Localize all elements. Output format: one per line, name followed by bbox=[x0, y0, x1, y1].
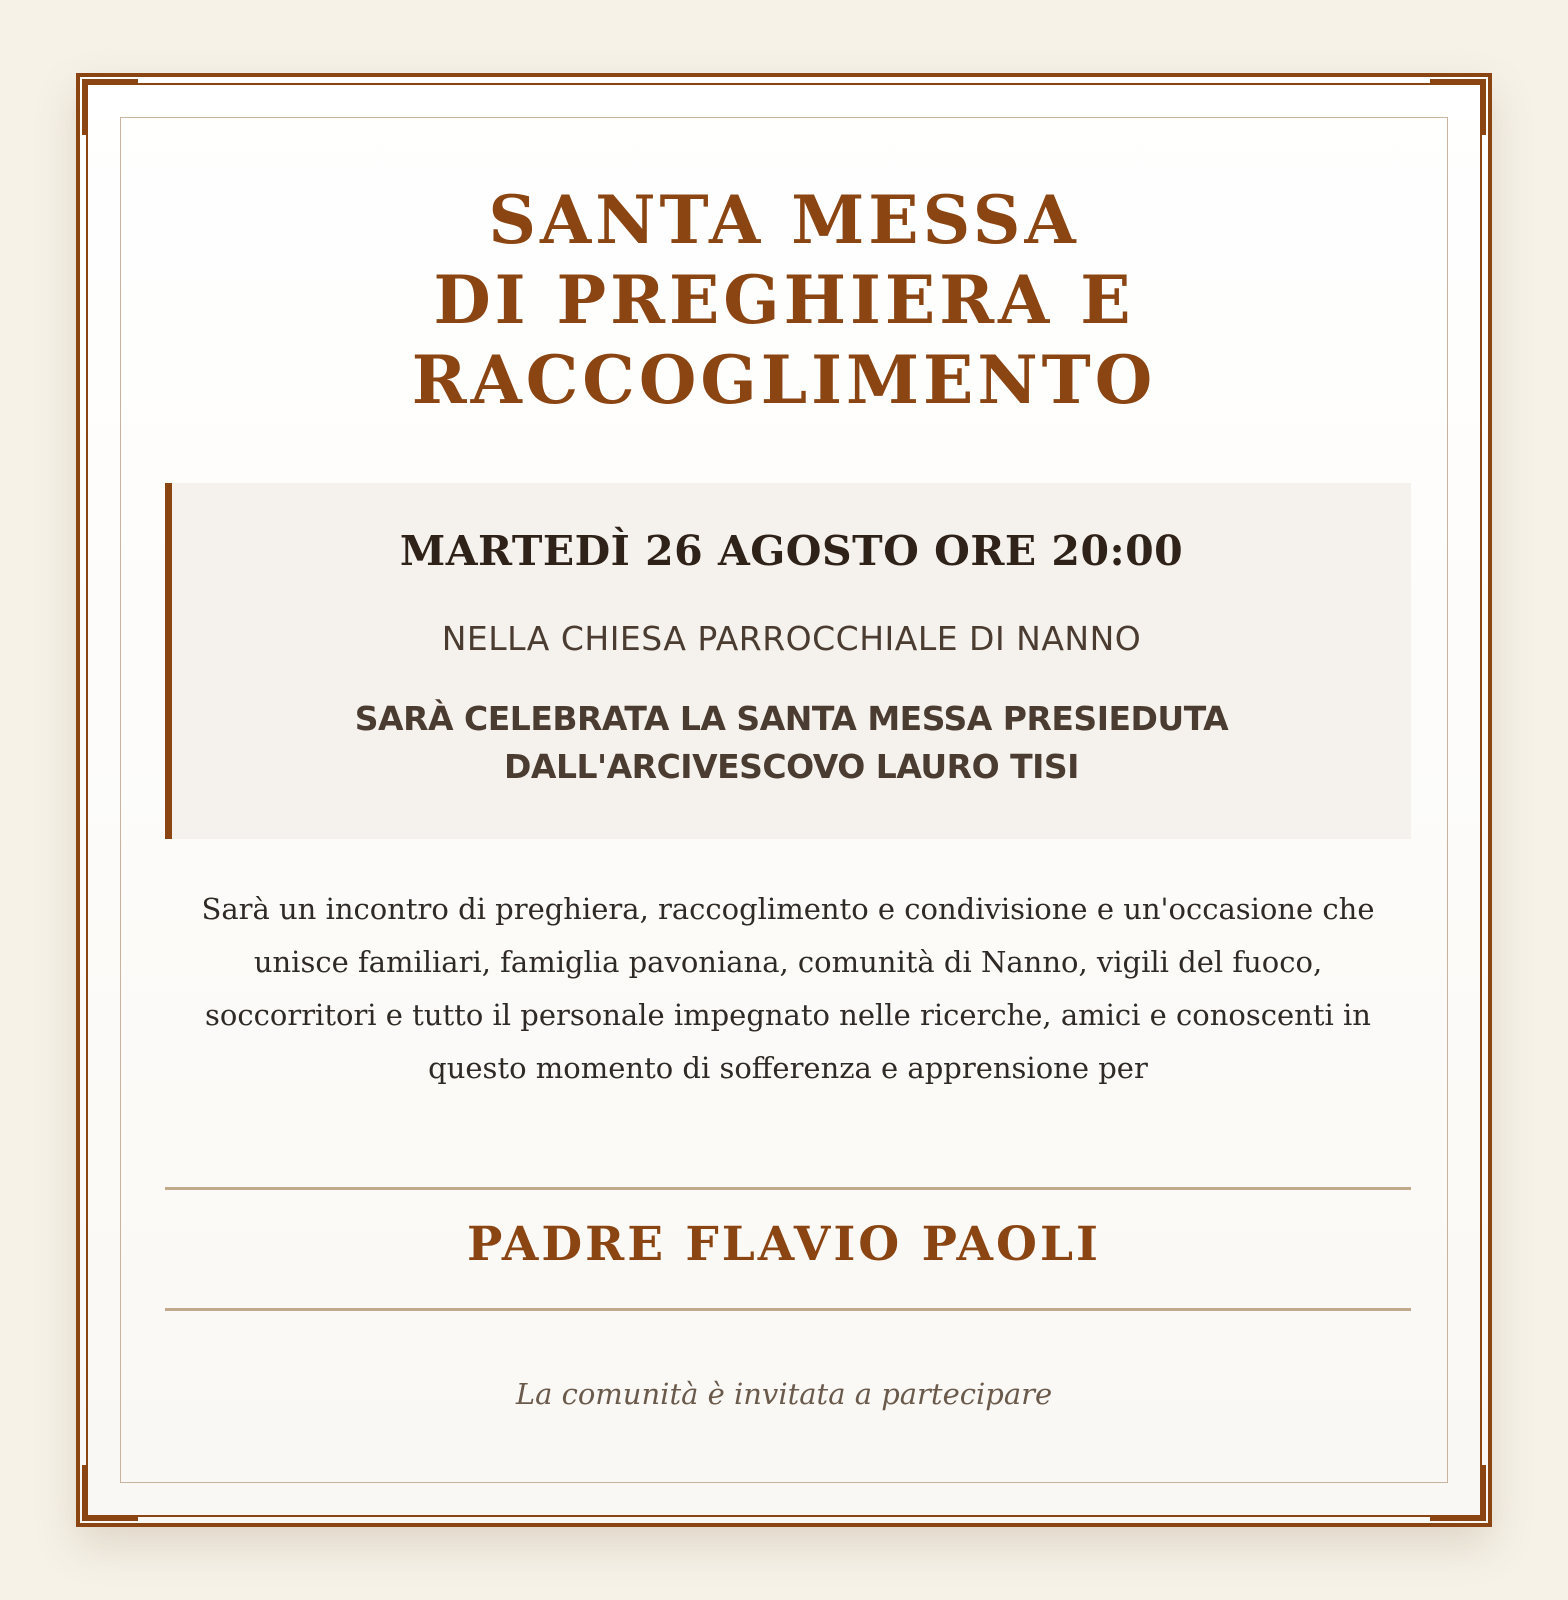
event-date: MARTEDÌ 26 AGOSTO ORE 20:00 bbox=[399, 527, 1184, 575]
corner-ornament-bottom-right bbox=[1430, 1465, 1486, 1521]
invitation-note: La comunità è invitata a partecipare bbox=[515, 1377, 1053, 1411]
event-title bbox=[80, 180, 1488, 420]
person-name: PADRE FLAVIO PAOLI bbox=[467, 1217, 1101, 1272]
event-description-line-1: Sarà un incontro di preghiera, raccoglimento e condivisione e un'occasione che bbox=[201, 892, 1375, 926]
divider-above-name bbox=[165, 1187, 1411, 1190]
event-title-line-2: DI PREGHIERA E bbox=[433, 261, 1135, 339]
event-description-line-2: unisce familiari, famiglia pavoniana, comunità di Nanno, vigili del fuoco, bbox=[253, 945, 1323, 979]
event-title-line-3: RACCOGLIMENTO bbox=[411, 341, 1157, 419]
corner-ornament-top-right bbox=[1430, 79, 1486, 135]
event-title-line-1: SANTA MESSA bbox=[488, 181, 1080, 259]
event-place: NELLA CHIESA PARROCCHIALE DI NANNO bbox=[441, 619, 1142, 658]
divider-below-name bbox=[165, 1308, 1411, 1311]
corner-ornament-bottom-left bbox=[82, 1465, 138, 1521]
event-description-line-4: questo momento di sofferenza e apprensione per bbox=[428, 1051, 1148, 1085]
event-description-line-3: soccorritori e tutto il personale impegnato nelle ricerche, amici e conoscenti in bbox=[205, 998, 1371, 1032]
event-celebrant bbox=[172, 695, 1411, 791]
announcement-card bbox=[76, 73, 1492, 1527]
event-description bbox=[170, 883, 1406, 1095]
event-info-box bbox=[165, 483, 1411, 839]
event-celebrant-line-2: DALL'ARCIVESCOVO LAURO TISI bbox=[504, 747, 1079, 786]
event-celebrant-line-1: SARÀ CELEBRATA LA SANTA MESSA PRESIEDUTA bbox=[354, 699, 1229, 738]
corner-ornament-top-left bbox=[82, 79, 138, 135]
